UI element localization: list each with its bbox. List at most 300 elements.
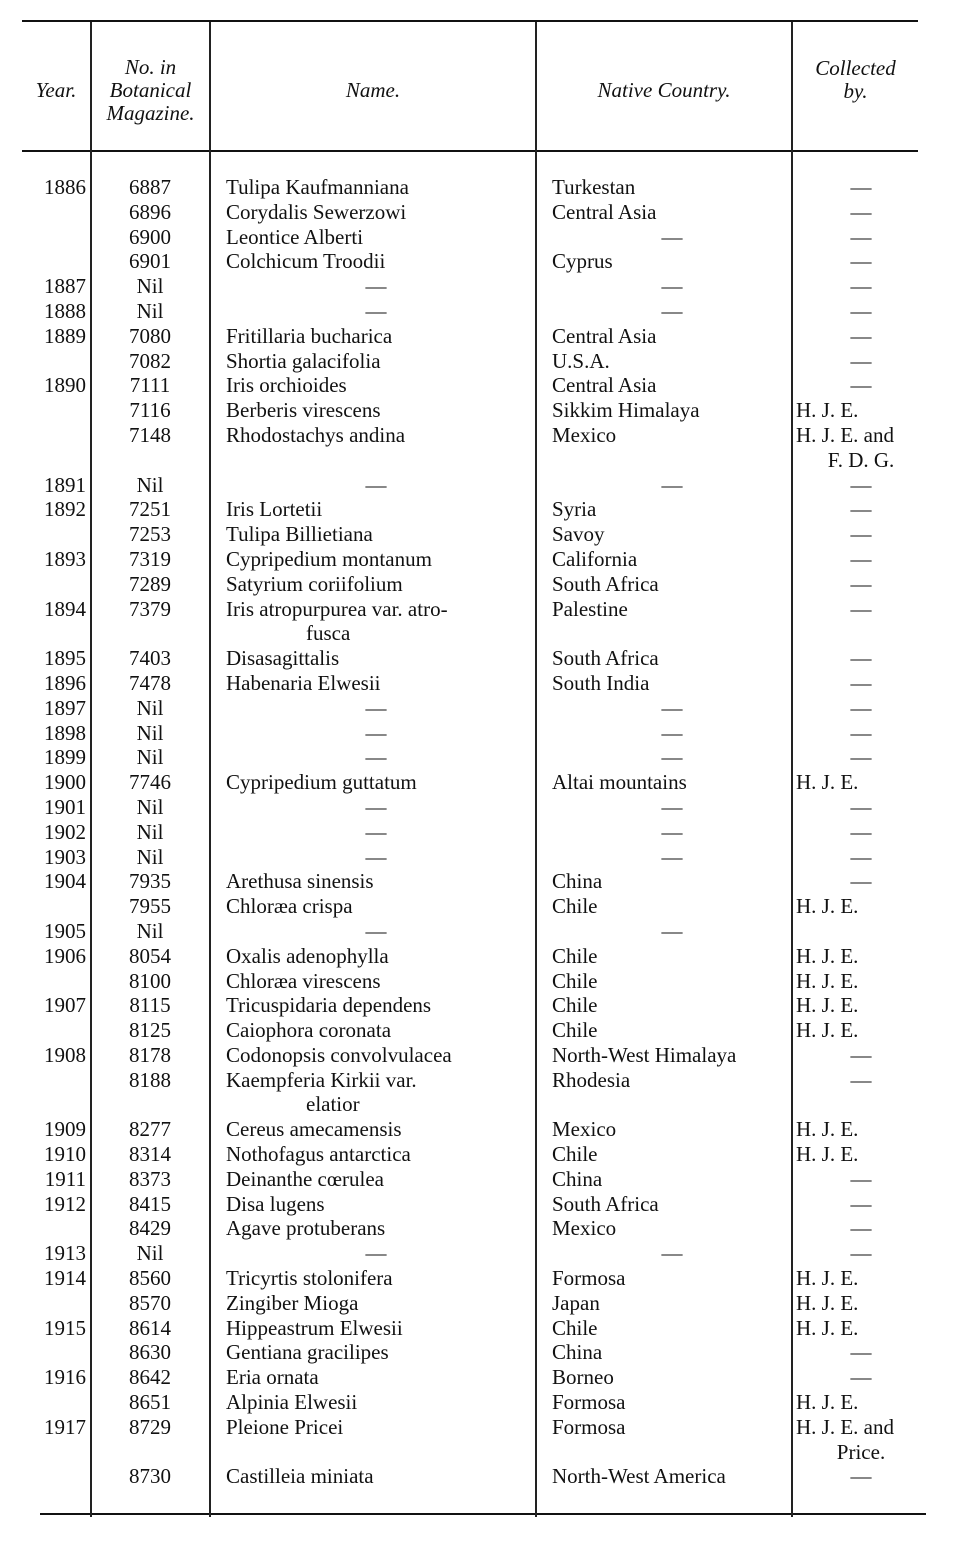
year-cell: 1892: [44, 497, 86, 522]
name-cell: [226, 845, 526, 870]
native-country-cell: Borneo: [552, 1365, 614, 1390]
collector-line: —: [850, 1216, 872, 1241]
collector-line: Price.: [836, 1439, 886, 1464]
collected-by-cell: [796, 721, 926, 746]
collector-line: —: [850, 670, 872, 695]
magazine-number-cell: 8570: [129, 1290, 171, 1315]
magazine-number-cell: 8314: [129, 1142, 171, 1167]
table-row: [0, 249, 960, 274]
native-country-cell: Mexico: [552, 1216, 617, 1241]
collector-line: —: [850, 1365, 872, 1390]
name-cell: [226, 1340, 526, 1365]
magazine-number-cell: 6896: [129, 199, 171, 224]
collector-line: —: [850, 522, 872, 547]
name-line: Disa lugens: [226, 1191, 325, 1216]
name-line: Alpinia Elwesii: [226, 1390, 358, 1415]
collected-by-cell: [796, 1464, 926, 1489]
name-line: Tulipa Billietiana: [226, 522, 373, 547]
collector-line: —: [850, 323, 872, 348]
header-collected-line: Collected: [815, 56, 896, 80]
table-row: [0, 1340, 960, 1365]
name-line: —: [365, 472, 387, 497]
native-country-cell: Chile: [552, 993, 598, 1018]
table-row: [0, 1068, 960, 1118]
collector-line: H. J. E.: [796, 1266, 859, 1291]
name-line: Codonopsis convolvulacea: [226, 1042, 452, 1067]
collected-by-cell: [796, 993, 926, 1018]
table-row: [0, 1117, 960, 1142]
name-line: Cypripedium guttatum: [226, 770, 417, 795]
collected-by-cell: [796, 274, 926, 299]
name-line: Eria ornata: [226, 1365, 319, 1390]
name-cell: [226, 522, 526, 547]
name-cell: [226, 671, 526, 696]
name-cell: [226, 646, 526, 671]
collected-by-cell: [796, 1340, 926, 1365]
collected-by-cell: [796, 869, 926, 894]
name-cell: [226, 299, 526, 324]
magazine-number-cell: 7111: [129, 373, 171, 398]
native-country-cell: Chile: [552, 894, 598, 919]
collector-line: H. J. E.: [796, 1142, 859, 1167]
collected-by-cell: [796, 1192, 926, 1217]
name-cell: [226, 274, 526, 299]
collected-by-cell: [796, 349, 926, 374]
name-cell: [226, 696, 526, 721]
collector-line: —: [850, 1191, 872, 1216]
name-cell: [226, 200, 526, 225]
table-row: [0, 696, 960, 721]
name-cell: [226, 1365, 526, 1390]
collected-by-cell: [796, 497, 926, 522]
collected-by-cell: [796, 1365, 926, 1390]
table-row: [0, 497, 960, 522]
native-country-cell: China: [552, 869, 603, 894]
magazine-number-cell: Nil: [136, 298, 164, 323]
table-row: [0, 1316, 960, 1341]
collected-by-cell: [796, 1241, 926, 1266]
name-line: Zingiber Mioga: [226, 1290, 359, 1315]
magazine-number-cell: 8054: [129, 943, 171, 968]
year-cell: 1915: [44, 1315, 86, 1340]
magazine-number-cell: Nil: [136, 819, 164, 844]
magazine-number-cell: 7379: [129, 596, 171, 621]
name-line: Fritillaria bucharica: [226, 323, 393, 348]
magazine-number-cell: 8100: [129, 968, 171, 993]
native-country-cell: Central Asia: [552, 199, 657, 224]
magazine-number-cell: 8178: [129, 1042, 171, 1067]
name-line: Rhodostachys andina: [226, 422, 406, 447]
collected-by-cell: [796, 597, 926, 622]
year-cell: 1897: [44, 695, 86, 720]
name-cell: [226, 175, 526, 200]
collector-line: —: [850, 1241, 872, 1266]
table-row: [0, 473, 960, 498]
name-line: Satyrium coriifolium: [226, 571, 403, 596]
name-line: Pleione Pricei: [226, 1414, 344, 1439]
year-cell: 1896: [44, 670, 86, 695]
collector-line: —: [850, 695, 872, 720]
collected-by-cell: [796, 1291, 926, 1316]
table-row: [0, 646, 960, 671]
year-cell: 1886: [44, 175, 86, 199]
year-cell: 1902: [44, 819, 86, 844]
table-row: [0, 721, 960, 746]
collected-by-cell: [796, 299, 926, 324]
native-country-cell: Palestine: [552, 596, 628, 621]
collector-line: —: [850, 373, 872, 398]
magazine-number-cell: 6887: [129, 175, 171, 199]
year-cell: 1887: [44, 274, 86, 299]
name-line: Nothofagus antarctica: [226, 1142, 411, 1167]
table-row: [0, 770, 960, 795]
magazine-number-cell: 8415: [129, 1191, 171, 1216]
collected-by-cell: [796, 1266, 926, 1291]
header-name-label: Name.: [345, 77, 401, 102]
name-line: —: [365, 1241, 387, 1266]
header-number: [92, 40, 209, 140]
name-line: Shortia galacifolia: [226, 348, 381, 373]
name-line: Tulipa Kaufmanniana: [226, 175, 409, 199]
name-line: Cereus amecamensis: [226, 1117, 402, 1142]
magazine-number-cell: 7746: [129, 770, 171, 795]
name-cell: [226, 1043, 526, 1068]
name-line: —: [365, 745, 387, 770]
collector-line: —: [850, 794, 872, 819]
name-cell: [226, 770, 526, 795]
magazine-number-cell: Nil: [136, 918, 164, 943]
magazine-number-cell: 7955: [129, 894, 171, 919]
name-line: Caiophora coronata: [226, 1018, 392, 1043]
collector-line: —: [850, 472, 872, 497]
year-cell: 1904: [44, 869, 86, 894]
name-cell: [226, 373, 526, 398]
native-country-cell: —: [661, 794, 683, 819]
year-cell: 1900: [44, 770, 86, 795]
header-number-line: Botanical: [109, 77, 192, 102]
collected-by-cell: [796, 1390, 926, 1415]
name-line: —: [365, 918, 387, 943]
collector-line: —: [850, 546, 872, 571]
year-cell: 1916: [44, 1365, 86, 1390]
name-cell: [226, 1415, 526, 1440]
name-line: —: [365, 695, 387, 720]
native-country-cell: Formosa: [552, 1266, 626, 1291]
magazine-number-cell: Nil: [136, 745, 164, 770]
year-cell: 1891: [44, 472, 86, 497]
magazine-number-cell: 7319: [129, 546, 171, 571]
year-cell: 1895: [44, 646, 86, 671]
table-row: [0, 324, 960, 349]
collector-line: —: [850, 844, 872, 869]
native-country-cell: —: [661, 819, 683, 844]
name-cell: [226, 1068, 526, 1118]
name-line: Chloræa crispa: [226, 894, 353, 919]
native-country-cell: —: [661, 918, 683, 943]
name-line: Agave protuberans: [226, 1216, 386, 1241]
native-country-cell: Formosa: [552, 1414, 626, 1439]
table-row: [0, 1365, 960, 1390]
native-country-cell: Syria: [552, 497, 597, 522]
header-rule: [22, 150, 918, 152]
native-country-cell: Japan: [552, 1290, 600, 1315]
collected-by-cell: [796, 249, 926, 274]
collector-line: H. J. E.: [796, 1390, 859, 1415]
year-cell: 1914: [44, 1266, 86, 1291]
magazine-number-cell: 8614: [129, 1315, 171, 1340]
magazine-number-cell: 8115: [129, 993, 171, 1018]
name-cell: [226, 721, 526, 746]
year-cell: 1898: [44, 720, 86, 745]
native-country-cell: Mexico: [552, 1117, 617, 1142]
table-row: [0, 1266, 960, 1291]
table-row: [0, 1018, 960, 1043]
collector-line: —: [850, 571, 872, 596]
native-country-cell: Rhodesia: [552, 1067, 631, 1092]
name-cell: [226, 225, 526, 250]
magazine-number-cell: Nil: [136, 720, 164, 745]
header-number-line: No. in: [124, 54, 177, 79]
name-cell: [226, 969, 526, 994]
table-row: [0, 1241, 960, 1266]
name-line: Arethusa sinensis: [226, 869, 374, 894]
collector-line: —: [850, 224, 872, 249]
magazine-number-cell: 8730: [129, 1464, 171, 1489]
magazine-number-cell: Nil: [136, 695, 164, 720]
native-country-cell: China: [552, 1340, 603, 1365]
native-country-cell: China: [552, 1166, 603, 1191]
collector-line: H. J. E.: [796, 943, 859, 968]
header-number-line: Magazine.: [106, 100, 195, 125]
name-line: Iris Lortetii: [226, 497, 323, 522]
table-row: [0, 969, 960, 994]
name-line: Habenaria Elwesii: [226, 670, 381, 695]
collected-by-cell: [796, 820, 926, 845]
header-year: [22, 40, 90, 140]
native-country-cell: South Africa: [552, 646, 659, 671]
collected-by-cell: [796, 1415, 926, 1465]
header-collected-line: by.: [843, 79, 868, 103]
collected-by-cell: [796, 1167, 926, 1192]
collected-by-cell: [796, 969, 926, 994]
collector-line: —: [850, 497, 872, 522]
name-line: Leontice Alberti: [226, 224, 364, 249]
table-row: [0, 869, 960, 894]
year-cell: 1889: [44, 323, 86, 348]
magazine-number-cell: 8188: [129, 1067, 171, 1092]
magazine-number-cell: 8729: [129, 1414, 171, 1439]
table-row: [0, 1167, 960, 1192]
name-cell: [226, 1464, 526, 1489]
native-country-cell: Sikkim Himalaya: [552, 398, 700, 423]
collector-line: —: [850, 869, 872, 894]
name-cell: [226, 473, 526, 498]
collector-line: H. J. E.: [796, 398, 859, 423]
native-country-cell: Altai mountains: [552, 770, 687, 795]
magazine-number-cell: 7403: [129, 646, 171, 671]
header-collected: [793, 30, 918, 130]
magazine-number-cell: Nil: [136, 472, 164, 497]
native-country-cell: South India: [552, 670, 650, 695]
table-row: [0, 522, 960, 547]
year-cell: 1910: [44, 1142, 86, 1167]
collector-line: —: [850, 720, 872, 745]
table-row: [0, 1415, 960, 1465]
native-country-cell: —: [661, 695, 683, 720]
year-cell: 1906: [44, 943, 86, 968]
collector-line: H. J. E.: [796, 968, 859, 993]
name-line: Colchicum Troodii: [226, 249, 386, 274]
collected-by-cell: [796, 522, 926, 547]
native-country-cell: Mexico: [552, 422, 617, 447]
collector-line: H. J. E.: [796, 1018, 859, 1043]
magazine-number-cell: Nil: [136, 1241, 164, 1266]
magazine-number-cell: 8125: [129, 1018, 171, 1043]
collected-by-cell: [796, 324, 926, 349]
name-cell: [226, 820, 526, 845]
table-row: [0, 1043, 960, 1068]
name-line: Deinanthe cœrulea: [226, 1166, 385, 1191]
collector-line: —: [850, 175, 872, 199]
name-cell: [226, 349, 526, 374]
collected-by-cell: [796, 1117, 926, 1142]
table-row: [0, 671, 960, 696]
table-row: [0, 820, 960, 845]
collected-by-cell: [796, 1142, 926, 1167]
native-country-cell: —: [661, 274, 683, 299]
name-cell: [226, 1216, 526, 1241]
table-row: [0, 1390, 960, 1415]
collector-line: H. J. E.: [796, 770, 859, 795]
table-row: [0, 1192, 960, 1217]
name-cell: [226, 1291, 526, 1316]
collector-line: —: [850, 298, 872, 323]
year-cell: 1893: [44, 546, 86, 571]
collector-line: —: [850, 745, 872, 770]
collector-line: —: [850, 1464, 872, 1489]
collector-line: H. J. E. and: [796, 422, 894, 447]
year-cell: 1908: [44, 1042, 86, 1067]
collected-by-cell: [796, 373, 926, 398]
magazine-number-cell: 7935: [129, 869, 171, 894]
year-cell: 1899: [44, 745, 86, 770]
collected-by-cell: [796, 795, 926, 820]
table-row: [0, 597, 960, 647]
name-cell: [226, 597, 526, 647]
top-rule: [22, 20, 918, 22]
name-cell: [226, 1241, 526, 1266]
name-line: Tricuspidaria dependens: [226, 993, 432, 1018]
collected-by-cell: [796, 944, 926, 969]
magazine-number-cell: 7478: [129, 670, 171, 695]
collector-line: —: [850, 596, 872, 621]
native-country-cell: Cyprus: [552, 249, 613, 274]
year-cell: 1907: [44, 993, 86, 1018]
native-country-cell: Savoy: [552, 522, 605, 547]
collected-by-cell: [796, 1043, 926, 1068]
year-cell: 1905: [44, 918, 86, 943]
header-country-label: Native Country.: [597, 77, 731, 102]
year-cell: 1890: [44, 373, 86, 398]
name-line: fusca: [306, 621, 351, 646]
name-line: Oxalis adenophylla: [226, 943, 389, 968]
collected-by-cell: [796, 398, 926, 423]
collected-by-cell: [796, 894, 926, 919]
name-cell: [226, 993, 526, 1018]
collector-line: —: [850, 819, 872, 844]
native-country-cell: Turkestan: [552, 175, 636, 199]
collector-line: —: [850, 199, 872, 224]
collector-line: —: [850, 249, 872, 274]
collector-line: —: [850, 274, 872, 299]
native-country-cell: —: [661, 745, 683, 770]
magazine-number-cell: 7253: [129, 522, 171, 547]
name-cell: [226, 1192, 526, 1217]
name-line: —: [365, 720, 387, 745]
collector-line: H. J. E.: [796, 894, 859, 919]
table-row: [0, 1216, 960, 1241]
native-country-cell: Chile: [552, 1142, 598, 1167]
name-cell: [226, 497, 526, 522]
collector-line: H. J. E.: [796, 1117, 859, 1142]
table-row: [0, 175, 960, 200]
table-row: [0, 845, 960, 870]
native-country-cell: North-West Himalaya: [552, 1042, 737, 1067]
native-country-cell: —: [661, 720, 683, 745]
year-cell: 1912: [44, 1191, 86, 1216]
table-row: [0, 200, 960, 225]
name-cell: [226, 1142, 526, 1167]
magazine-number-cell: 8373: [129, 1166, 171, 1191]
collector-line: —: [850, 1166, 872, 1191]
collected-by-cell: [796, 646, 926, 671]
collected-by-cell: [796, 175, 926, 200]
name-line: Iris orchioides: [226, 373, 347, 398]
magazine-number-cell: 7116: [129, 398, 171, 423]
table-row: [0, 1291, 960, 1316]
magazine-number-cell: 7251: [129, 497, 171, 522]
name-line: Berberis virescens: [226, 398, 381, 423]
name-cell: [226, 869, 526, 894]
collector-line: H. J. E.: [796, 1315, 859, 1340]
table-row: [0, 1142, 960, 1167]
native-country-cell: Central Asia: [552, 373, 657, 398]
collected-by-cell: [796, 473, 926, 498]
magazine-number-cell: 8651: [129, 1390, 171, 1415]
table-row: [0, 993, 960, 1018]
native-country-cell: Chile: [552, 1018, 598, 1043]
magazine-number-cell: Nil: [136, 844, 164, 869]
magazine-number-cell: 6900: [129, 224, 171, 249]
table-row: [0, 572, 960, 597]
collected-by-cell: [796, 572, 926, 597]
native-country-cell: —: [661, 472, 683, 497]
collected-by-cell: [796, 745, 926, 770]
collected-by-cell: [796, 200, 926, 225]
magazine-number-cell: 7289: [129, 571, 171, 596]
year-cell: 1913: [44, 1241, 86, 1266]
table-row: [0, 349, 960, 374]
name-cell: [226, 572, 526, 597]
collector-line: F. D. G.: [827, 447, 895, 472]
native-country-cell: Chile: [552, 968, 598, 993]
name-line: Iris atropurpurea var. atro-: [226, 596, 448, 621]
magazine-number-cell: 8560: [129, 1266, 171, 1291]
name-cell: [226, 1117, 526, 1142]
table-row: [0, 919, 960, 944]
year-cell: 1909: [44, 1117, 86, 1142]
name-cell: [226, 1266, 526, 1291]
